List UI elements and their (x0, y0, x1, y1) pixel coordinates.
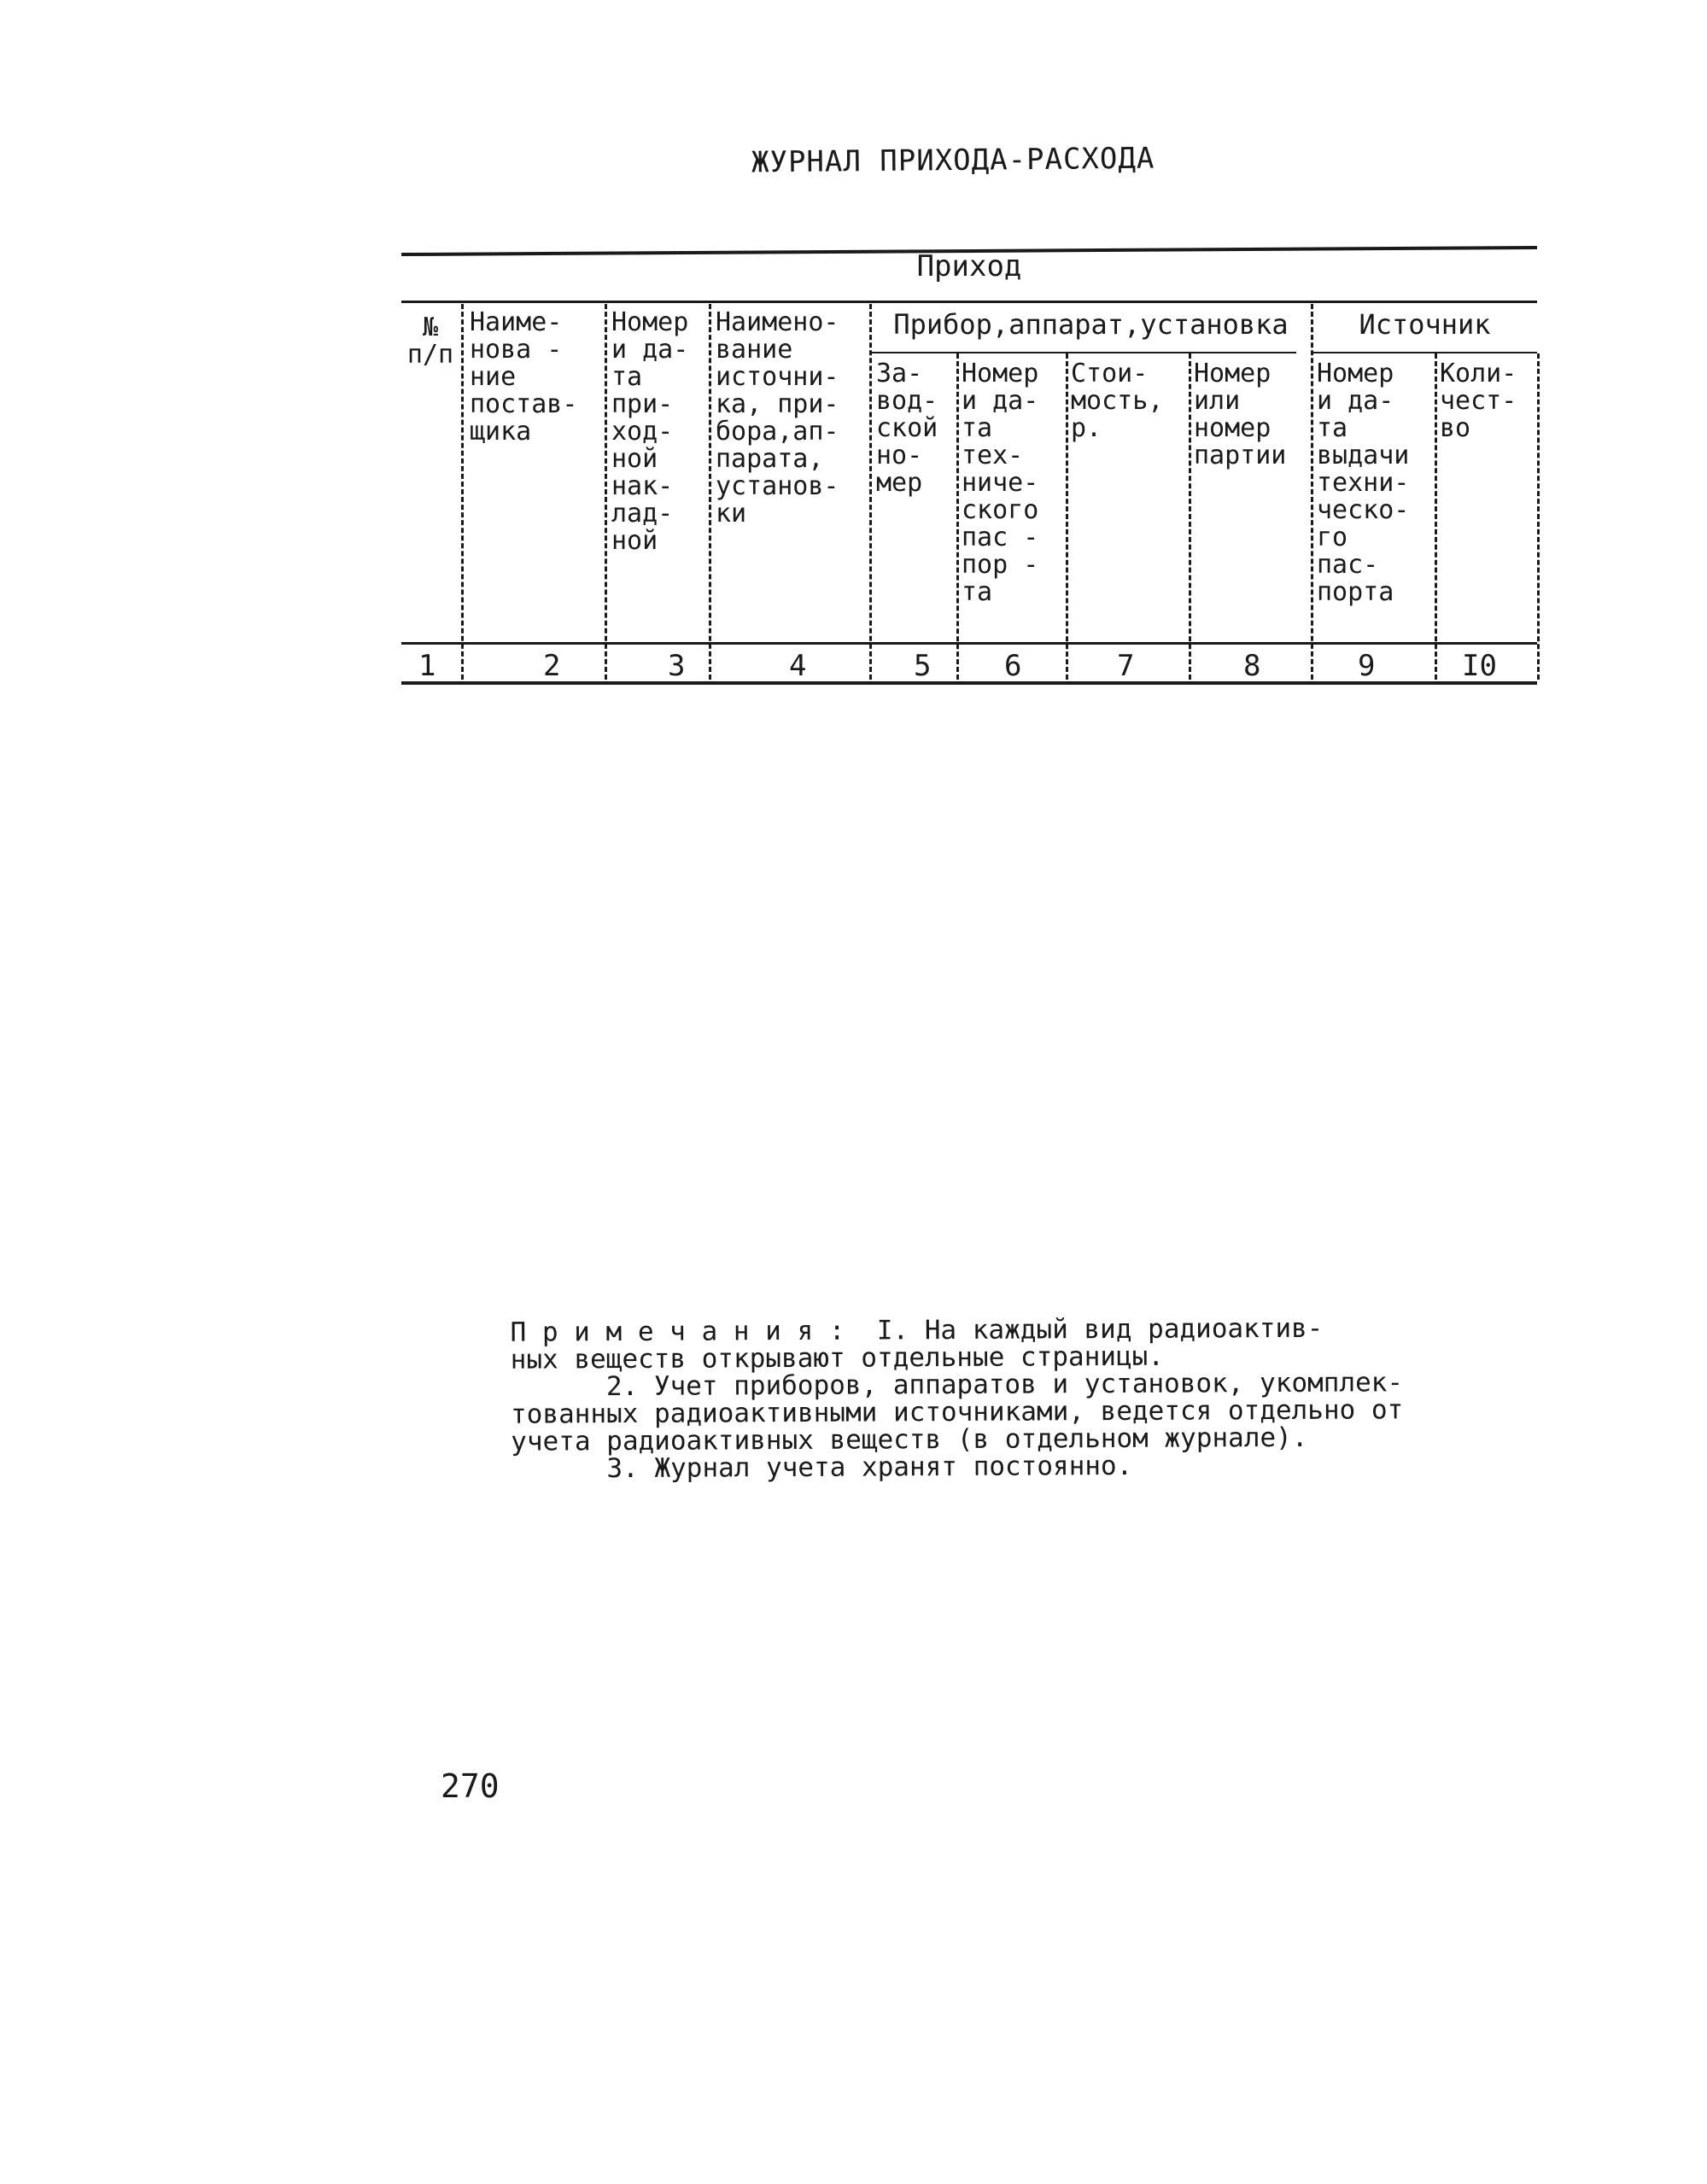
column-number: 2 (543, 649, 561, 683)
source-subheader-rule (1311, 352, 1537, 353)
income-header-rule (401, 301, 1537, 303)
header-quantity: Коли- чест- во (1440, 359, 1517, 443)
header-supplier-name: Наиме- нова - ние постав- щика (470, 307, 578, 447)
column-separator (605, 304, 607, 680)
column-separator (1537, 353, 1540, 680)
header-cost: Стои- мость, р. (1071, 359, 1164, 443)
header-item-name: Наимено- вание источни- ка, при- бора,ап- парата, установ- ки (716, 307, 839, 528)
device-group-header: Прибор,аппарат,установка (893, 308, 1289, 341)
column-number: 8 (1243, 649, 1261, 683)
page-number: 270 (441, 1767, 500, 1805)
journal-title: ЖУРНАЛ ПРИХОДА-РАСХОДА (751, 141, 1155, 180)
column-separator (869, 304, 872, 680)
header-row-number: № п/п (406, 312, 454, 370)
header-batch-number: Номер или номер партии (1194, 359, 1287, 470)
column-separator (709, 304, 711, 680)
column-number: 6 (1004, 649, 1022, 683)
column-number: 9 (1358, 649, 1376, 683)
header-invoice-number-date: Номер и да- та при- ход- ной нак- лад- ной (611, 307, 689, 556)
column-separator (461, 304, 464, 680)
column-separator (956, 353, 959, 680)
header-factory-number: За- вод- ской но- мер (876, 359, 938, 498)
column-number: 3 (668, 649, 686, 683)
header-passport-number-date: Номер и да- та тех- ниче- ского пас - пор - та (962, 359, 1039, 607)
column-separator (1435, 353, 1437, 680)
income-group-header: Приход (916, 249, 1022, 283)
column-separator (1189, 353, 1191, 680)
column-separator (1311, 304, 1313, 680)
column-number: 5 (914, 649, 932, 683)
column-number: 7 (1117, 649, 1135, 683)
column-number: 1 (418, 649, 436, 683)
column-number: 4 (789, 649, 807, 683)
header-bottom-rule (401, 642, 1537, 645)
column-number: I0 (1462, 649, 1497, 683)
notes-paragraph: П р и м е ч а н и я : I. На каждый вид радиоактив- ных веществ открывают отдельные страницы. 2. Учет приборов, аппаратов и установок, укомплек- тованных радиоактивными источниками, ведется отдельно от учета радиоактивных веществ (в отдельном журнале). 3. Журнал учета хранят постоянно. (510, 1312, 1404, 1485)
device-subheader-rule (869, 352, 1296, 353)
header-issued-passport: Номер и да- та выдачи техни- ческо- го пас- порта (1317, 359, 1410, 607)
source-group-header: Источник (1359, 308, 1491, 341)
column-separator (1066, 353, 1068, 680)
